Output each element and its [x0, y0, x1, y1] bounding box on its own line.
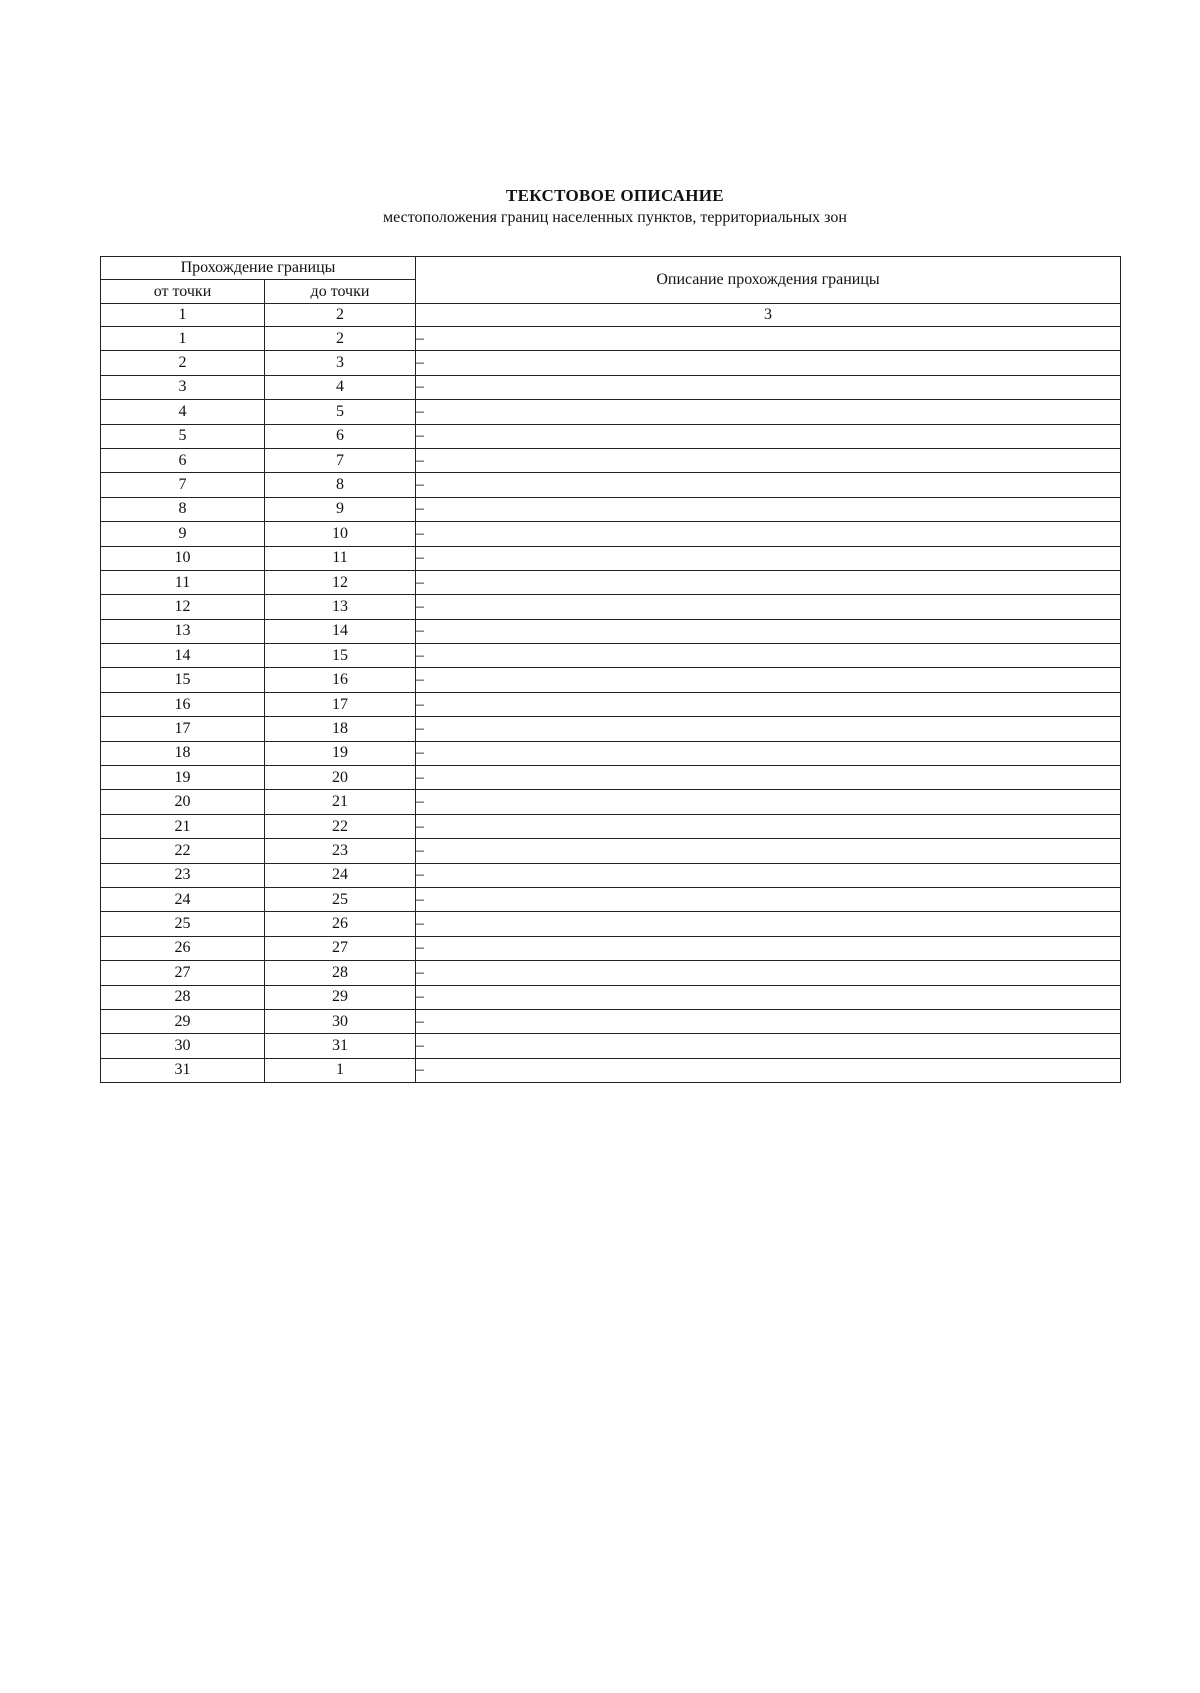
table-row: [101, 1034, 1121, 1058]
to-point-cell: 1: [265, 1058, 416, 1082]
table-row: [101, 814, 1121, 838]
to-point-header: до точки: [265, 280, 416, 304]
to-point-cell: 14: [265, 619, 416, 643]
to-point-cell: 26: [265, 912, 416, 936]
from-point-cell: 19: [101, 766, 265, 790]
table-row: [101, 961, 1121, 985]
table-row: [101, 766, 1121, 790]
boundary-passage-header: Прохождение границы: [101, 257, 416, 280]
from-point-cell: 20: [101, 790, 265, 814]
description-cell: –: [416, 619, 1121, 643]
to-point-cell: 12: [265, 570, 416, 594]
description-cell: –: [416, 961, 1121, 985]
from-point-cell: 16: [101, 692, 265, 716]
from-point-cell: 25: [101, 912, 265, 936]
to-point-cell: 16: [265, 668, 416, 692]
to-point-cell: 30: [265, 1009, 416, 1033]
description-cell: –: [416, 570, 1121, 594]
to-point-cell: 31: [265, 1034, 416, 1058]
table-row: [101, 668, 1121, 692]
description-cell: –: [416, 814, 1121, 838]
description-cell: –: [416, 473, 1121, 497]
description-cell: –: [416, 790, 1121, 814]
from-point-cell: 15: [101, 668, 265, 692]
table-row: [101, 985, 1121, 1009]
table-row: [101, 887, 1121, 911]
from-point-cell: 17: [101, 717, 265, 741]
table-row: [101, 692, 1121, 716]
description-cell: –: [416, 448, 1121, 472]
description-cell: –: [416, 692, 1121, 716]
from-point-cell: 30: [101, 1034, 265, 1058]
description-cell: –: [416, 400, 1121, 424]
table-row: [101, 863, 1121, 887]
table-row: [101, 570, 1121, 594]
from-point-cell: 23: [101, 863, 265, 887]
table-row: [101, 327, 1121, 351]
table-row: [101, 790, 1121, 814]
description-cell: –: [416, 375, 1121, 399]
table-row: [101, 619, 1121, 643]
to-point-cell: 2: [265, 327, 416, 351]
description-cell: –: [416, 717, 1121, 741]
from-point-cell: 10: [101, 546, 265, 570]
from-point-cell: 28: [101, 985, 265, 1009]
to-point-cell: 3: [265, 351, 416, 375]
table-row: [101, 912, 1121, 936]
to-point-cell: 9: [265, 497, 416, 521]
from-point-cell: 13: [101, 619, 265, 643]
from-point-cell: 1: [101, 327, 265, 351]
column-number: 2: [265, 304, 416, 327]
to-point-cell: 6: [265, 424, 416, 448]
to-point-cell: 13: [265, 595, 416, 619]
from-point-cell: 12: [101, 595, 265, 619]
to-point-cell: 27: [265, 936, 416, 960]
to-point-cell: 11: [265, 546, 416, 570]
table-row: [101, 448, 1121, 472]
to-point-cell: 4: [265, 375, 416, 399]
to-point-cell: 21: [265, 790, 416, 814]
table-row: [101, 717, 1121, 741]
description-header: Описание прохождения границы: [416, 257, 1121, 304]
description-cell: –: [416, 351, 1121, 375]
from-point-cell: 6: [101, 448, 265, 472]
table-row: [101, 1058, 1121, 1082]
column-number: 1: [101, 304, 265, 327]
to-point-cell: 24: [265, 863, 416, 887]
table-row: [101, 351, 1121, 375]
description-cell: –: [416, 912, 1121, 936]
table-row: [101, 473, 1121, 497]
table-row: [101, 424, 1121, 448]
description-cell: –: [416, 766, 1121, 790]
from-point-cell: 2: [101, 351, 265, 375]
description-cell: –: [416, 546, 1121, 570]
description-cell: –: [416, 1034, 1121, 1058]
to-point-cell: 25: [265, 887, 416, 911]
from-point-cell: 7: [101, 473, 265, 497]
description-cell: –: [416, 887, 1121, 911]
to-point-cell: 20: [265, 766, 416, 790]
document-title: ТЕКСТОВОЕ ОПИСАНИЕ: [506, 186, 724, 205]
from-point-cell: 22: [101, 839, 265, 863]
to-point-cell: 22: [265, 814, 416, 838]
table-row: [101, 522, 1121, 546]
table-row: [101, 400, 1121, 424]
table-row: [101, 1009, 1121, 1033]
document-subtitle: местоположения границ населенных пунктов, территориальных зон: [383, 209, 847, 226]
table-row: [101, 644, 1121, 668]
column-numbering-row: [101, 304, 1121, 327]
from-point-cell: 5: [101, 424, 265, 448]
from-point-cell: 9: [101, 522, 265, 546]
description-cell: –: [416, 985, 1121, 1009]
to-point-cell: 15: [265, 644, 416, 668]
description-cell: –: [416, 644, 1121, 668]
description-cell: –: [416, 327, 1121, 351]
description-cell: –: [416, 497, 1121, 521]
to-point-cell: 8: [265, 473, 416, 497]
description-cell: –: [416, 741, 1121, 765]
header-row-group: [101, 257, 1121, 280]
from-point-cell: 21: [101, 814, 265, 838]
from-point-header: от точки: [101, 280, 265, 304]
from-point-cell: 27: [101, 961, 265, 985]
to-point-cell: 10: [265, 522, 416, 546]
description-cell: –: [416, 595, 1121, 619]
table-row: [101, 546, 1121, 570]
column-number: 3: [416, 304, 1121, 327]
to-point-cell: 17: [265, 692, 416, 716]
table-row: [101, 595, 1121, 619]
from-point-cell: 31: [101, 1058, 265, 1082]
description-cell: –: [416, 522, 1121, 546]
table-row: [101, 936, 1121, 960]
description-cell: –: [416, 668, 1121, 692]
description-cell: –: [416, 839, 1121, 863]
from-point-cell: 8: [101, 497, 265, 521]
from-point-cell: 14: [101, 644, 265, 668]
to-point-cell: 23: [265, 839, 416, 863]
table-row: [101, 375, 1121, 399]
to-point-cell: 29: [265, 985, 416, 1009]
from-point-cell: 3: [101, 375, 265, 399]
table-row: [101, 497, 1121, 521]
from-point-cell: 29: [101, 1009, 265, 1033]
from-point-cell: 4: [101, 400, 265, 424]
description-cell: –: [416, 424, 1121, 448]
description-cell: –: [416, 936, 1121, 960]
from-point-cell: 18: [101, 741, 265, 765]
to-point-cell: 19: [265, 741, 416, 765]
to-point-cell: 28: [265, 961, 416, 985]
to-point-cell: 5: [265, 400, 416, 424]
description-cell: –: [416, 1058, 1121, 1082]
table-row: [101, 741, 1121, 765]
description-cell: –: [416, 1009, 1121, 1033]
to-point-cell: 7: [265, 448, 416, 472]
from-point-cell: 24: [101, 887, 265, 911]
description-cell: –: [416, 863, 1121, 887]
table-row: [101, 839, 1121, 863]
from-point-cell: 26: [101, 936, 265, 960]
to-point-cell: 18: [265, 717, 416, 741]
boundary-table: [100, 256, 1121, 1083]
from-point-cell: 11: [101, 570, 265, 594]
